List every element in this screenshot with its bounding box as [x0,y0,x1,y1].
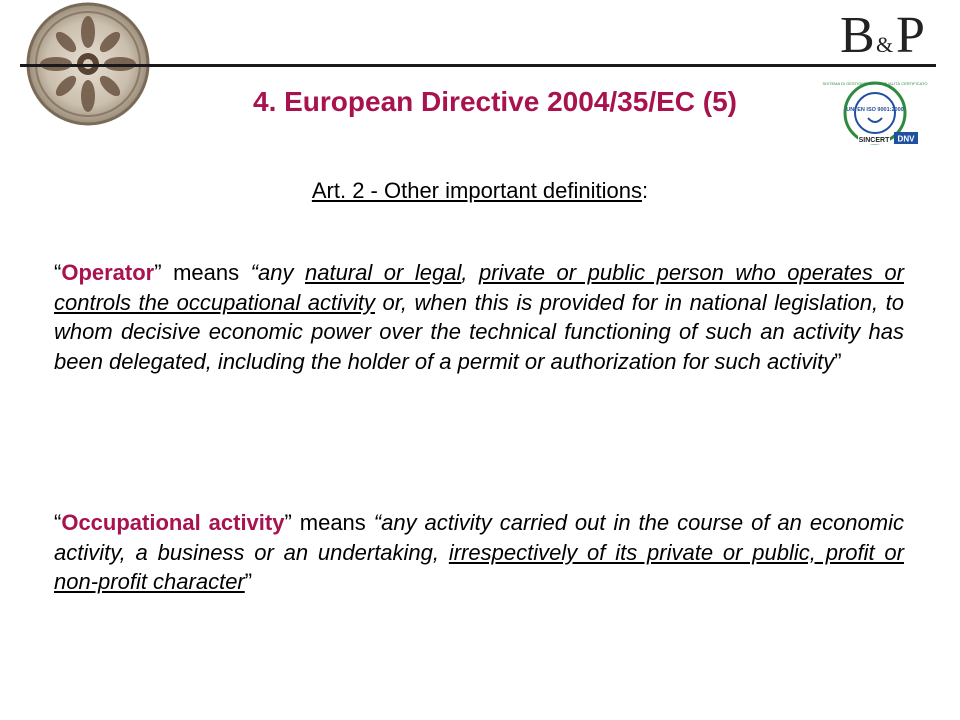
definition-occupational-activity [54,508,904,597]
means-word: means [291,510,374,535]
definition-operator [54,258,904,376]
quote-close: ” [834,348,842,374]
cert-sincert-label: SINCERT [858,137,890,144]
close-quote: ” [154,260,162,285]
cert-standard-text: UNI EN ISO 9001:2000 [846,107,904,113]
definition-text: or, when this is provided for in national legislation, to whom decisive economic power over the technical functioning of such an activity has been delegated, including the holder of a permit or authorization for such activity [54,289,904,374]
close-quote: ” [284,510,292,535]
underlined-phrase: natural or legal [304,260,462,285]
definition-text: , [461,260,479,285]
slide-title: 4. European Directive 2004/35/EC (5) [253,86,737,117]
quote-open: “ [373,510,382,535]
brand-ampersand: & [876,32,894,57]
cert-top-text: SISTEMA DI GESTIONE PER LA QUALITÀ CERTIFICATO [822,81,928,86]
brand-letter-p: P [896,7,925,64]
open-quote: “ [54,260,62,285]
subtitle-underlined: Art. 2 - Other important definitions [311,178,642,203]
underlined-phrase: irrespectively of its private or public, profit or non-profit character [54,539,904,594]
quote-open: “ [250,260,258,285]
quality-certification-seal [822,76,928,150]
term-operator: Operator [61,260,155,285]
open-quote: “ [54,510,62,535]
subtitle-colon: : [642,178,649,203]
header-rule [20,64,936,67]
brand-logo [836,2,936,62]
cert-dnv-label: DNV [897,134,915,144]
definition-text: any [257,260,305,285]
term-occupational-activity: Occupational activity [61,510,285,535]
brand-letter-b: B [840,7,875,64]
definition-text: any activity carried out in the course of an economic activity, a business or an undertaking, [54,510,904,565]
means-word: means [161,260,251,285]
quote-close: ” [244,569,253,594]
underlined-phrase: private or public person who operates or controls the occupational activity [54,260,904,315]
section-subtitle [0,178,960,204]
